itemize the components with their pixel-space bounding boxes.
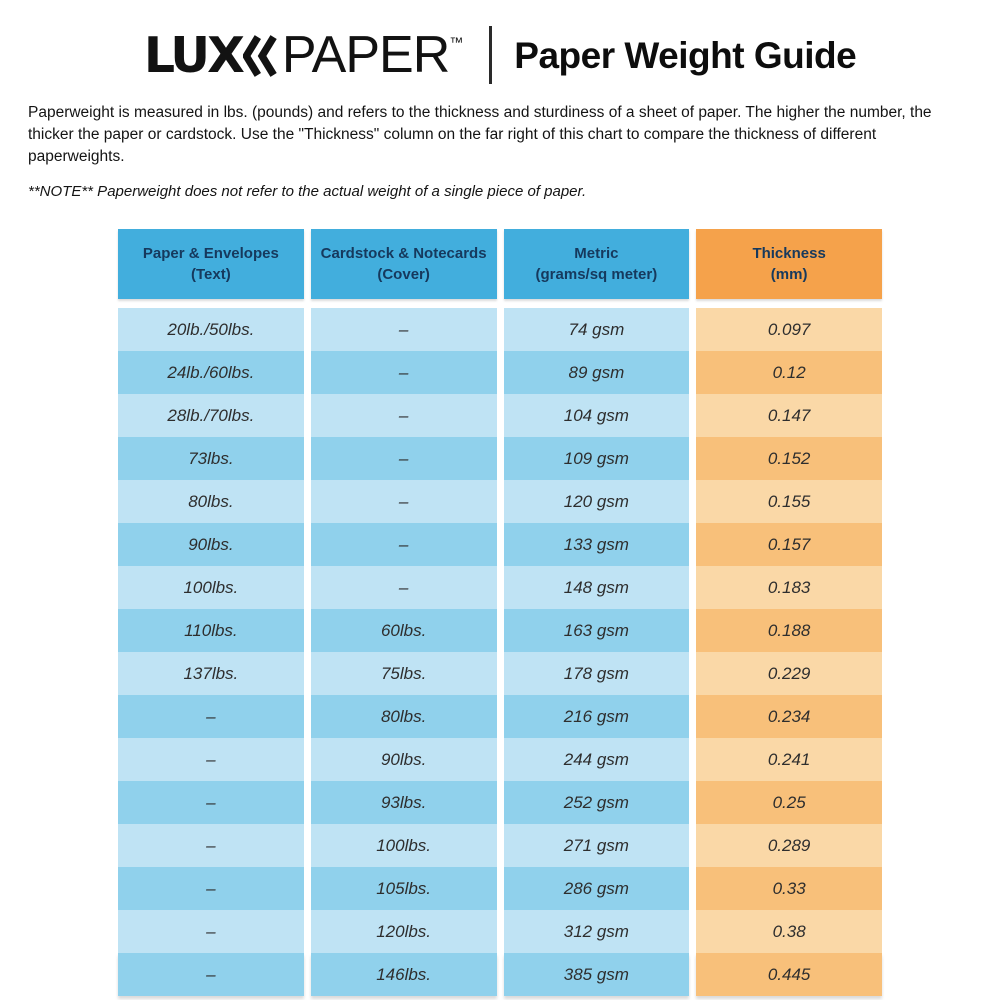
cell-cardstock-notecards: 75lbs. xyxy=(311,652,497,695)
cell-metric: 244 gsm xyxy=(504,738,690,781)
cell-paper-envelopes: – xyxy=(118,781,304,824)
intro-paragraph: Paperweight is measured in lbs. (pounds) and refers to the thickness and sturdiness of a sheet of paper. The higher the number, the thicker the paper or cardstock. Use the "Thickness" column on the far right of this chart to compare the thickness of different paperweights. xyxy=(28,104,932,165)
cell-metric: 120 gsm xyxy=(504,480,690,523)
header-cell-paper-envelopes xyxy=(118,229,304,299)
cell-metric: 271 gsm xyxy=(504,824,690,867)
cell-metric: 286 gsm xyxy=(504,867,690,910)
cell-cardstock-notecards: 60lbs. xyxy=(311,609,497,652)
cell-thickness: 0.33 xyxy=(696,867,882,910)
header-label-line1: Metric xyxy=(574,245,619,262)
cell-paper-envelopes: – xyxy=(118,695,304,738)
cell-metric: 216 gsm xyxy=(504,695,690,738)
header-label-line2: (Text) xyxy=(191,266,231,283)
cell-paper-envelopes: 20lb./50lbs. xyxy=(118,308,304,351)
paper-weight-table xyxy=(118,229,882,996)
table-row xyxy=(118,523,882,566)
table-body xyxy=(118,308,882,996)
cell-thickness: 0.097 xyxy=(696,308,882,351)
cell-thickness: 0.12 xyxy=(696,351,882,394)
table-row xyxy=(118,437,882,480)
cell-thickness: 0.229 xyxy=(696,652,882,695)
table-row xyxy=(118,867,882,910)
cell-thickness: 0.445 xyxy=(696,953,882,996)
cell-cardstock-notecards: – xyxy=(311,437,497,480)
cell-metric: 178 gsm xyxy=(504,652,690,695)
cell-cardstock-notecards: – xyxy=(311,308,497,351)
cell-metric: 74 gsm xyxy=(504,308,690,351)
cell-cardstock-notecards: – xyxy=(311,566,497,609)
cell-thickness: 0.188 xyxy=(696,609,882,652)
header-cell-metric xyxy=(504,229,690,299)
cell-cardstock-notecards: 146lbs. xyxy=(311,953,497,996)
logo-lux-text: LUX xyxy=(143,26,242,84)
cell-thickness: 0.241 xyxy=(696,738,882,781)
cell-thickness: 0.155 xyxy=(696,480,882,523)
header-cell-thickness xyxy=(696,229,882,299)
cell-cardstock-notecards: 100lbs. xyxy=(311,824,497,867)
logo-paper-text: PAPER xyxy=(281,26,450,84)
double-chevron-left-icon xyxy=(243,35,279,77)
cell-metric: 252 gsm xyxy=(504,781,690,824)
table-row xyxy=(118,394,882,437)
cell-paper-envelopes: 110lbs. xyxy=(118,609,304,652)
cell-paper-envelopes: 24lb./60lbs. xyxy=(118,351,304,394)
table-header-row xyxy=(118,229,882,299)
table-row xyxy=(118,351,882,394)
cell-paper-envelopes: – xyxy=(118,910,304,953)
cell-metric: 89 gsm xyxy=(504,351,690,394)
header-label-line2: (grams/sq meter) xyxy=(535,266,658,283)
table-row xyxy=(118,308,882,351)
cell-cardstock-notecards: – xyxy=(311,480,497,523)
table-row xyxy=(118,781,882,824)
table-row xyxy=(118,609,882,652)
cell-cardstock-notecards: 93lbs. xyxy=(311,781,497,824)
header-cell-cardstock-notecards xyxy=(311,229,497,299)
page-title: Paper Weight Guide xyxy=(514,34,857,76)
cell-thickness: 0.234 xyxy=(696,695,882,738)
table-row xyxy=(118,480,882,523)
cell-paper-envelopes: 100lbs. xyxy=(118,566,304,609)
cell-cardstock-notecards: – xyxy=(311,394,497,437)
cell-thickness: 0.152 xyxy=(696,437,882,480)
cell-metric: 312 gsm xyxy=(504,910,690,953)
cell-paper-envelopes: – xyxy=(118,824,304,867)
cell-metric: 109 gsm xyxy=(504,437,690,480)
header-label-line2: (mm) xyxy=(770,266,808,283)
header-divider xyxy=(489,26,492,84)
table-row xyxy=(118,738,882,781)
table-row xyxy=(118,910,882,953)
table-row xyxy=(118,695,882,738)
cell-paper-envelopes: 90lbs. xyxy=(118,523,304,566)
cell-metric: 385 gsm xyxy=(504,953,690,996)
cell-metric: 148 gsm xyxy=(504,566,690,609)
table-row xyxy=(118,824,882,867)
header-label-line1: Paper & Envelopes xyxy=(142,245,279,262)
table-row xyxy=(118,566,882,609)
cell-paper-envelopes: 137lbs. xyxy=(118,652,304,695)
table-row xyxy=(118,953,882,996)
cell-thickness: 0.183 xyxy=(696,566,882,609)
cell-paper-envelopes: – xyxy=(118,867,304,910)
cell-thickness: 0.25 xyxy=(696,781,882,824)
brand-header xyxy=(0,0,1000,88)
cell-thickness: 0.289 xyxy=(696,824,882,867)
cell-cardstock-notecards: – xyxy=(311,523,497,566)
lux-paper-logo xyxy=(143,26,464,84)
cell-paper-envelopes: 80lbs. xyxy=(118,480,304,523)
intro-note: **NOTE** Paperweight does not refer to the actual weight of a single piece of paper. xyxy=(28,183,587,200)
header-label-line2: (Cover) xyxy=(377,266,430,283)
cell-thickness: 0.157 xyxy=(696,523,882,566)
cell-cardstock-notecards: – xyxy=(311,351,497,394)
cell-paper-envelopes: – xyxy=(118,738,304,781)
cell-thickness: 0.38 xyxy=(696,910,882,953)
table-row xyxy=(118,652,882,695)
cell-cardstock-notecards: 80lbs. xyxy=(311,695,497,738)
cell-cardstock-notecards: 120lbs. xyxy=(311,910,497,953)
cell-paper-envelopes: – xyxy=(118,953,304,996)
header-label-line1: Thickness xyxy=(752,245,826,262)
header-label-line1: Cardstock & Notecards xyxy=(320,245,487,262)
cell-metric: 104 gsm xyxy=(504,394,690,437)
trademark-symbol: ™ xyxy=(449,34,464,50)
cell-metric: 163 gsm xyxy=(504,609,690,652)
cell-cardstock-notecards: 90lbs. xyxy=(311,738,497,781)
cell-metric: 133 gsm xyxy=(504,523,690,566)
cell-thickness: 0.147 xyxy=(696,394,882,437)
cell-cardstock-notecards: 105lbs. xyxy=(311,867,497,910)
cell-paper-envelopes: 73lbs. xyxy=(118,437,304,480)
cell-paper-envelopes: 28lb./70lbs. xyxy=(118,394,304,437)
